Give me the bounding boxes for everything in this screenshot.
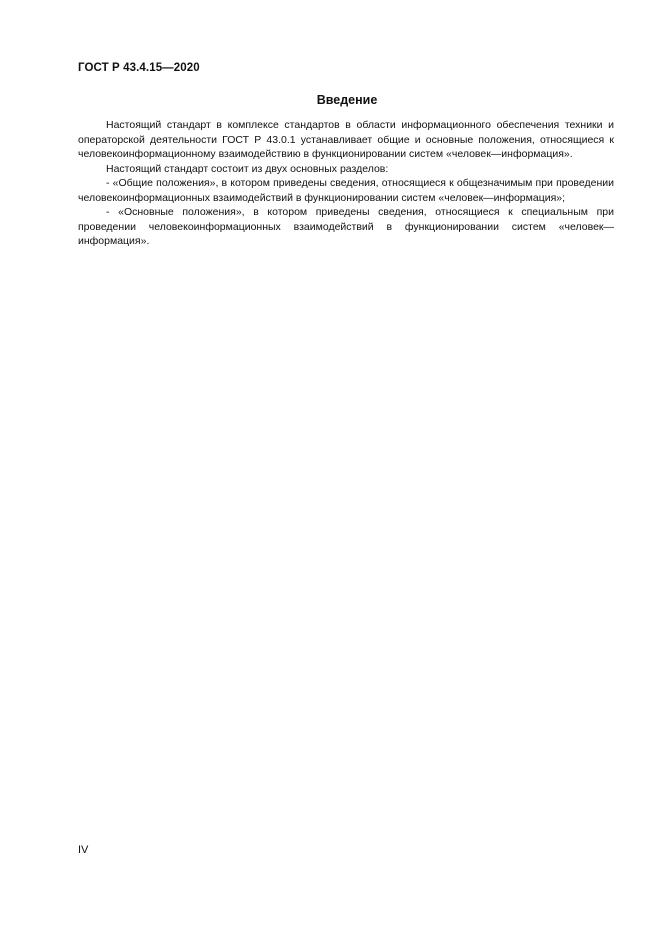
paragraph-structure: Настоящий стандарт состоит из двух основных разделов:	[106, 162, 389, 175]
document-code-header: ГОСТ Р 43.4.15—2020	[78, 62, 200, 74]
paragraph-intro: Настоящий стандарт в комплексе стандартов в области информационного обеспечения техники и операторской деятельности ГОСТ Р 43.0.1 устанавливает общие и основные положения, относящиеся к человекоинформационному взаимодействию в функционировании систем «человек—информация».	[78, 119, 614, 160]
list-item-general-provisions: - «Общие положения», в котором приведены сведения, относящиеся к общезначимым при проведении человекоинформационных взаимодействий в функционировании систем «человек—информация»;	[78, 177, 614, 204]
list-item-main-provisions: - «Основные положения», в котором приведены сведения, относящиеся к специальным при проведении человекоинформационных взаимодействий в функционировании систем «человек—информация».	[78, 206, 614, 247]
page-number: IV	[78, 844, 89, 856]
body-text	[78, 118, 614, 249]
section-title: Введение	[316, 93, 378, 107]
